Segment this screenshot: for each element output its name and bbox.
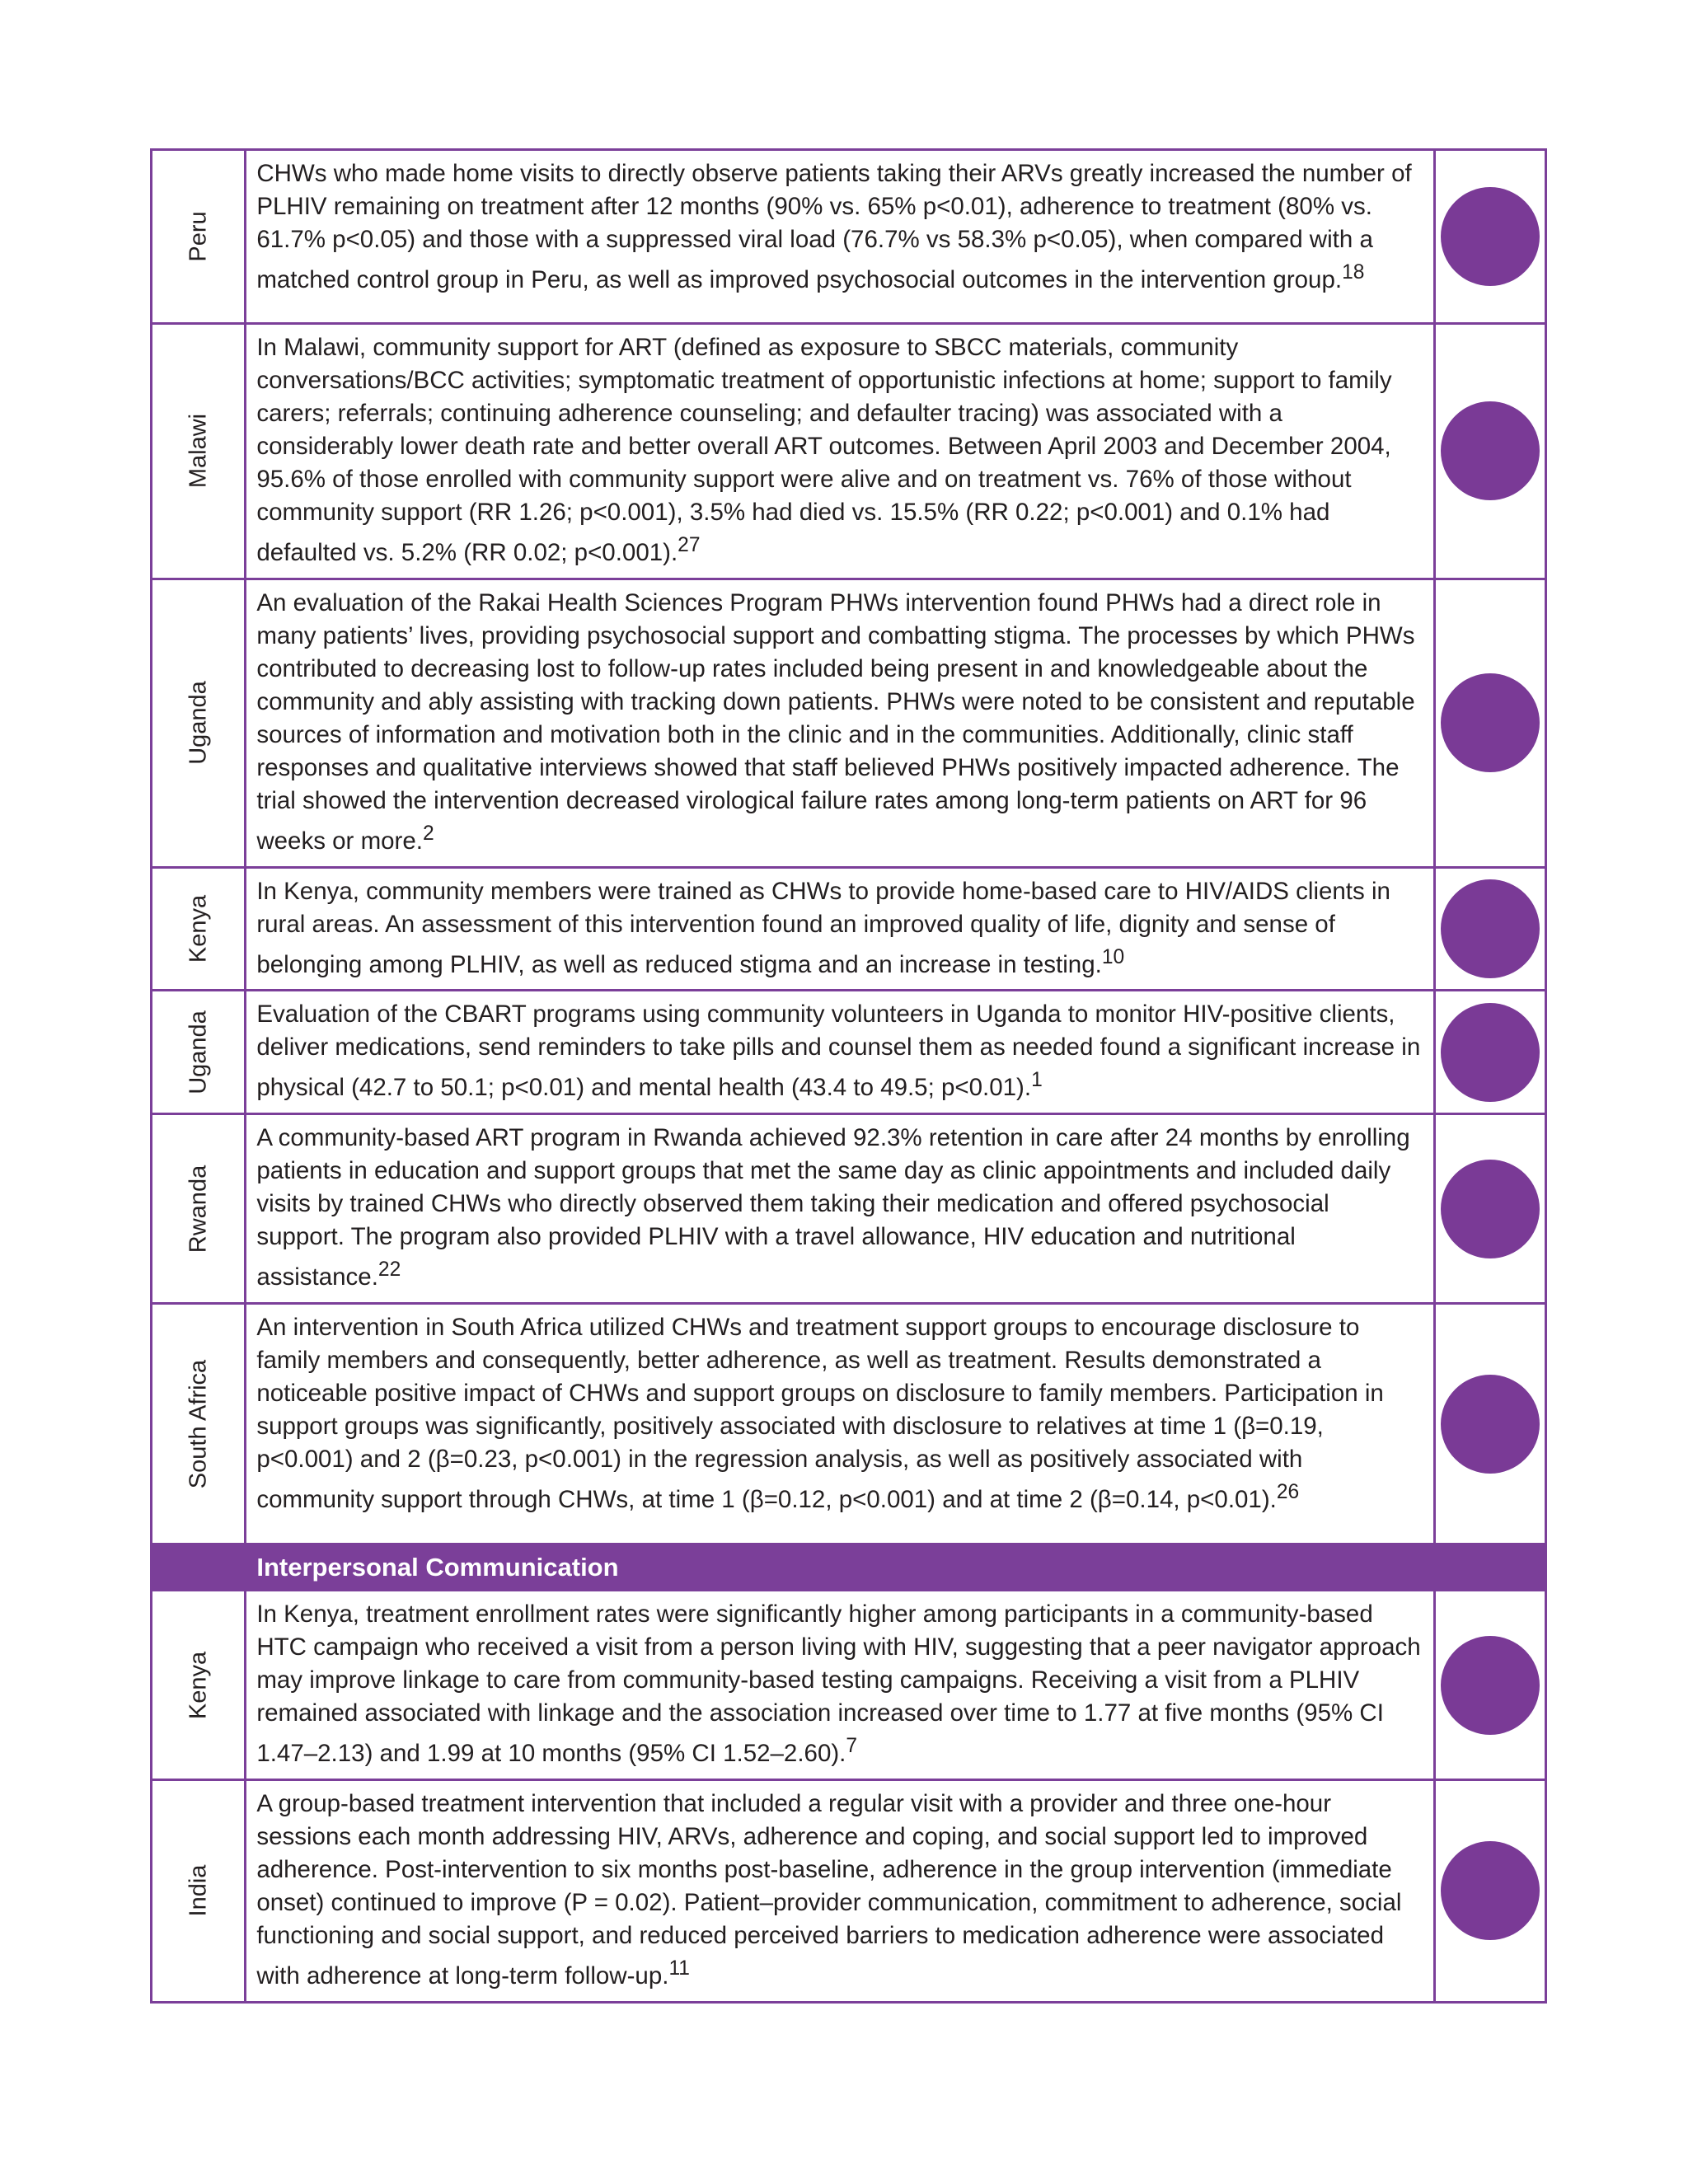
country-cell [152,1779,246,2002]
description-text: A group-based treatment intervention that included a regular visit with a provider and three one-hour sessions each month addressing HIV, ARVs, adherence and coping, and social support led to improved adherence. Post-intervention to six months post-baseline, adherence in the group intervention (immediate onset) continued to improve (P = 0.02). Patient–provider communication, commitment to adherence, social functioning and social support, and reduced perceived barriers to medication adherence were associated with adherence at long-term follow-up. [256,1789,1402,1990]
rating-cell [1434,991,1545,1114]
filled-circle-icon [1441,1841,1540,1940]
description-cell [246,579,1434,867]
reference-number: 10 [1101,945,1125,968]
table-row [152,867,1546,991]
description-cell [246,1304,1434,1544]
filled-circle-icon [1441,1636,1540,1735]
country-label: Kenya [185,1651,212,1719]
reference-number: 27 [678,534,701,556]
rating-cell [1434,867,1545,991]
country-cell [152,579,246,867]
table-row [152,1779,1546,2002]
reference-number: 2 [422,822,434,845]
description-cell [246,324,1434,579]
description-cell [246,1591,1434,1780]
table-row [152,579,1546,867]
country-label: India [185,1864,212,1917]
reference-number: 7 [846,1735,858,1758]
description-cell [246,991,1434,1114]
country-cell [152,150,246,324]
rating-cell [1434,324,1545,579]
filled-circle-icon [1441,673,1540,772]
section-header-row [152,1544,1546,1591]
table-row [152,150,1546,324]
description-text: An evaluation of the Rakai Health Sciences Program PHWs intervention found PHWs had a direct role in many patients’ lives, providing psychosocial support and combatting stigma. The processes by which PHWs contributed to decreasing lost to follow-up rates included being present in and knowledgeable about the community and ably assisting with tracking down patients. PHWs were noted to be consistent and reputable sources of information and motivation both in the clinic and in the communities. Additionally, clinic staff responses and qualitative interviews showed that staff believed PHWs positively impacted adherence. The trial showed the intervention decreased virological failure rates among long-term patients on ART for 96 weeks or more. [256,588,1415,855]
description-text: An intervention in South Africa utilized CHWs and treatment support groups to encourage disclosure to family members and consequently, better adherence, as well as treatment. Results demonstrated a noticeable positive impact of CHWs and support groups on disclosure to family members. Participation in support groups was significantly, positively associated with disclosure to relatives at time 1 (β=0.19, p<0.001) and 2 (β=0.23, p<0.001) in the regression analysis, as well as positively associated with community support through CHWs, at time 1 (β=0.12, p<0.001) and at time 2 (β=0.14, p<0.01). [256,1314,1384,1513]
description-cell [246,150,1434,324]
rating-cell [1434,150,1545,324]
country-label: Peru [185,211,212,262]
rating-cell [1434,1304,1545,1544]
rating-cell [1434,1591,1545,1780]
filled-circle-icon [1441,401,1540,500]
table-row [152,991,1546,1114]
country-cell [152,1304,246,1544]
table-row [152,324,1546,579]
evidence-table [150,148,1547,2004]
table-row [152,1114,1546,1304]
country-cell [152,1114,246,1304]
description-text: CHWs who made home visits to directly observe patients taking their ARVs greatly increased the number of PLHIV remaining on treatment after 12 months (90% vs. 65% p<0.01), adherence to treatment (80% vs. 61.7% p<0.05) and those with a suppressed viral load (76.7% vs 58.3% p<0.05), when compared with a matched control group in Peru, as well as improved psychosocial outcomes in the intervention group. [256,160,1412,293]
reference-number: 26 [1276,1481,1300,1504]
country-cell [152,1591,246,1780]
table-row [152,1304,1546,1544]
reference-number: 22 [377,1258,401,1282]
description-cell [246,1114,1434,1304]
reference-number: 11 [668,1957,690,1980]
section-title: Interpersonal Communication [256,1553,619,1582]
section-spacer [152,1544,246,1591]
country-cell [152,324,246,579]
country-cell [152,991,246,1114]
country-label: Rwanda [185,1165,212,1253]
country-label: South Africa [185,1359,212,1488]
description-text: Evaluation of the CBART programs using community volunteers in Uganda to monitor HIV-positive clients, deliver medications, send reminders to take pills and counsel them as needed found a significant increase in physical (42.7 to 50.1; p<0.01) and mental health (43.4 to 49.5; p<0.01). [256,1001,1421,1102]
description-text: In Kenya, community members were trained as CHWs to provide home-based care to HIV/AIDS clients in rural areas. An assessment of this intervention found an improved quality of life, dignity and sense of belonging among PLHIV, as well as reduced stigma and an increase in testing. [256,877,1390,978]
description-text: In Malawi, community support for ART (defined as exposure to SBCC materials, community conversations/BCC activities; symptomatic treatment of opportunistic infections at home; support to family carers; referrals; continuing adherence counseling; and defaulter tracing) was associated with a considerably lower death rate and better overall ART outcomes. Between April 2003 and December 2004, 95.6% of those enrolled with community support were alive and on treatment vs. 76% of those without community support (RR 1.26; p<0.001), 3.5% had died vs. 15.5% (RR 0.22; p<0.001) and 0.1% had defaulted vs. 5.2% (RR 0.02; p<0.001). [256,334,1392,566]
filled-circle-icon [1441,1160,1540,1258]
reference-number: 1 [1031,1069,1043,1092]
rating-cell [1434,1114,1545,1304]
country-cell [152,867,246,991]
rating-cell [1434,579,1545,867]
country-label: Uganda [185,1010,212,1094]
filled-circle-icon [1441,879,1540,978]
description-text: A community-based ART program in Rwanda achieved 92.3% retention in care after 24 months by enrolling patients in education and support groups that met the same day as clinic appointments and included daily visits by trained CHWs who directly observed them taking their medication and offered psychosocial support. The program also provided PLHIV with a travel allowance, HIV education and nutritional assistance. [256,1124,1410,1291]
rating-cell [1434,1779,1545,2002]
filled-circle-icon [1441,1375,1540,1474]
filled-circle-icon [1441,1003,1540,1102]
country-label: Uganda [185,681,212,766]
table-row [152,1591,1546,1780]
reference-number: 18 [1342,261,1365,284]
filled-circle-icon [1441,187,1540,286]
country-label: Malawi [185,414,212,489]
description-cell [246,867,1434,991]
description-cell [246,1779,1434,2002]
country-label: Kenya [185,894,212,963]
section-header [246,1544,1546,1591]
description-text: In Kenya, treatment enrollment rates were significantly higher among participants in a community-based HTC campaign who received a visit from a person living with HIV, suggesting that a peer navigator approach may improve linkage to care from community-based testing campaigns. Receiving a visit from a PLHIV remained associated with linkage and the association increased over time to 1.77 at five months (95% CI 1.47–2.13) and 1.99 at 10 months (95% CI 1.52–2.60). [256,1601,1421,1767]
